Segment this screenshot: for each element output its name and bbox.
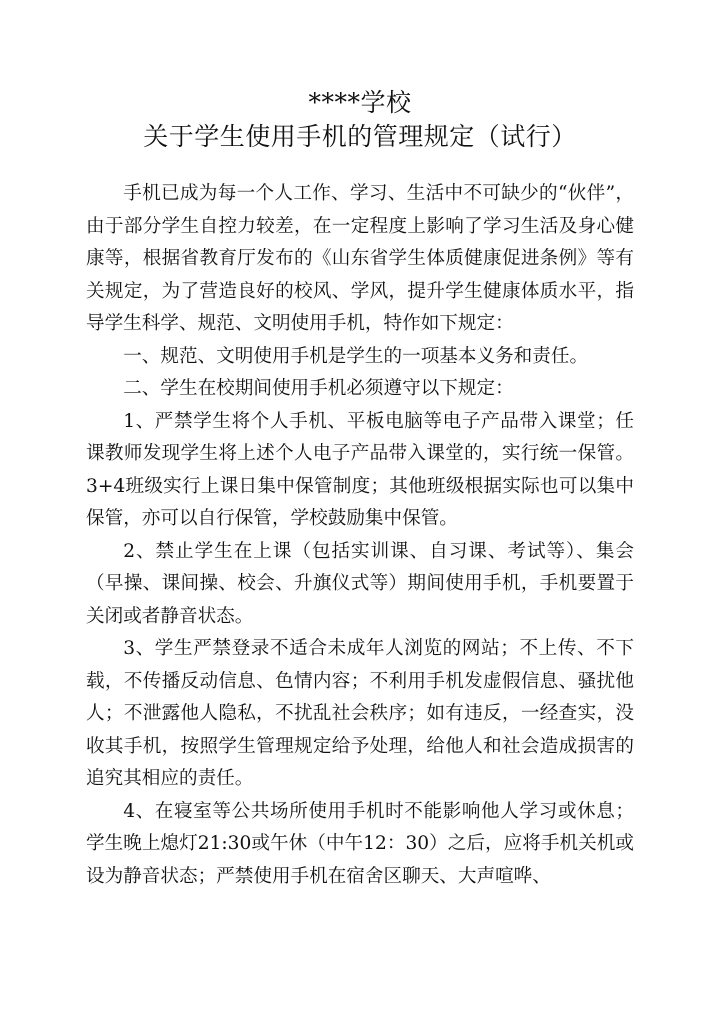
school-title: ****学校 (308, 88, 412, 117)
rule-2-item-2-paragraph: 2、禁止学生在上课（包括实训课、自习课、考试等）、集会（早操、课间操、校会、升旗仪式等）期间使用手机，手机要置于关闭或者静音状态。 (86, 540, 634, 627)
rule-1-paragraph: 一、规范、文明使用手机是学生的一项基本义务和责任。 (123, 345, 589, 367)
rule-2-item-1-paragraph: 1、严禁学生将个人手机、平板电脑等电子产品带入课堂；任课教师发现学生将上述个人电子产品带入课堂的，实行统一保管。3+4班级实行上课日集中保管制度；其他班级根据实际也可以集中保管，亦可以自行保管，学校鼓励集中保管。 (86, 410, 634, 529)
intro-paragraph: 手机已成为每一个人工作、学习、生活中不可缺少的“伙伴”，由于部分学生自控力较差，在一定程度上影响了学习生活及身心健康等，根据省教育厅发布的《山东省学生体质健康促进条例》等有关规定，为了营造良好的校风、学风，提升学生健康体质水平，指导学生科学、规范、文明使用手机，特作如下规定： (86, 183, 634, 334)
rule-2-item-3-paragraph: 3、学生严禁登录不适合未成年人浏览的网站；不上传、不下载，不传播反动信息、色情内容；不利用手机发虚假信息、骚扰他人；不泄露他人隐私，不扰乱社会秩序；如有违反，一经查实，没收其手机，按照学生管理规定给予处理，给他人和社会造成损害的追究其相应的责任。 (86, 638, 634, 789)
document-title: 关于学生使用手机的管理规定（试行） (143, 122, 577, 151)
document-body (86, 178, 634, 893)
rule-2-item-4-paragraph: 4、在寝室等公共场所使用手机时不能影响他人学习或休息；学生晚上熄灯21:30或午休（中午12：30）之后，应将手机关机或设为静音状态；严禁使用手机在宿舍区聊天、大声喧哗、 (86, 800, 634, 887)
rule-2-paragraph: 二、学生在校期间使用手机必须遵守以下规定： (123, 378, 514, 399)
